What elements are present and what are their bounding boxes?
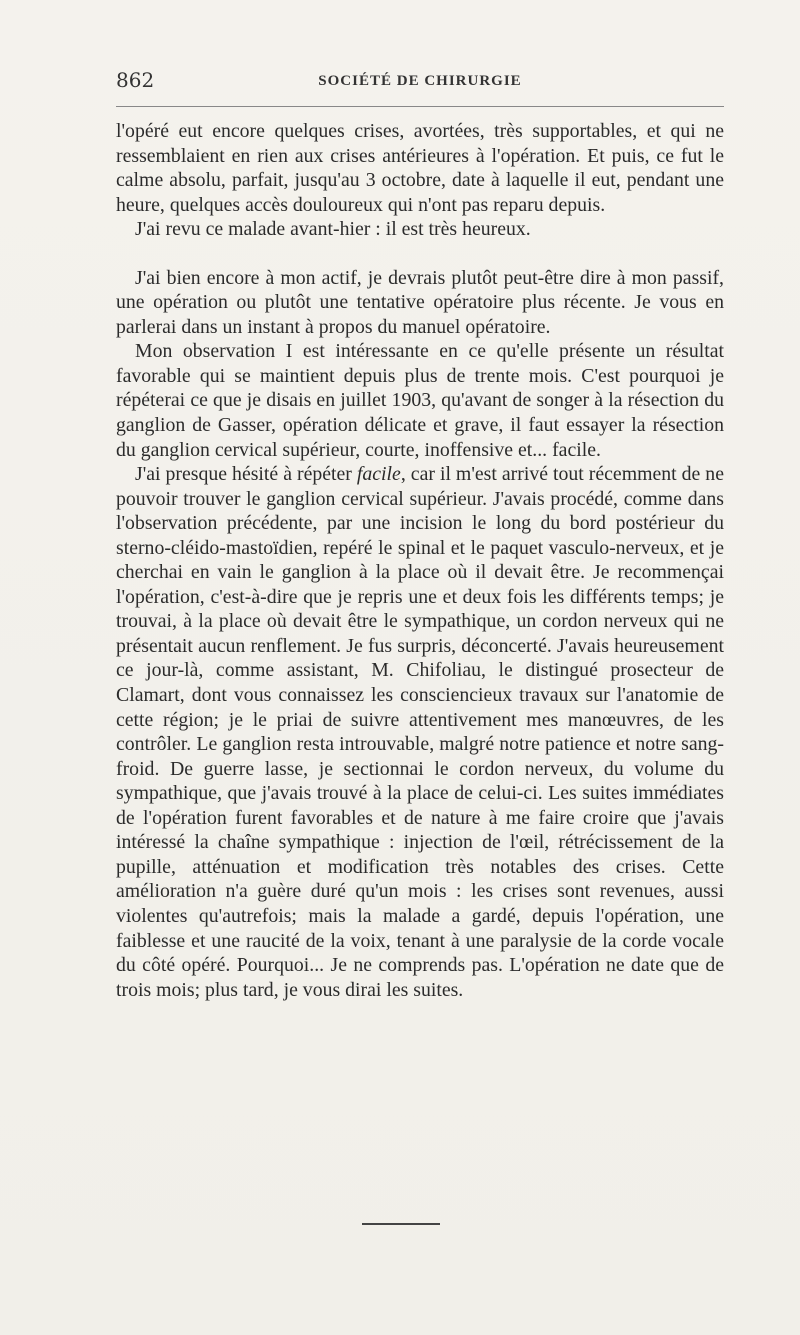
header-rule — [116, 106, 724, 107]
page-number: 862 — [116, 68, 155, 92]
paragraph-failed-operation-start: J'ai presque hésité à répéter — [135, 463, 357, 486]
paragraph-recent-operation: J'ai bien encore à mon actif, je devrais plutôt peut-être dire à mon passif, une opération ou plutôt une tentative opératoire plus récente. Je vous en parlerai dans un instant à propos du manuel opératoire. — [116, 266, 724, 338]
body-text — [116, 119, 724, 1002]
paragraph-failed-operation-rest: , car il m'est arrivé tout récemment de ne pouvoir trouver le ganglion cervical supérieur. J'avais procédé, comme dans l'observation précédente, par une incision le long du bord postérieur du sterno-cléido-mastoïdien, repéré le spinal et le paquet vasculo-nerveux, et je cherchai en vain le ganglion à la place où il devait être. Je recommençai l'opération, c'est-à-dire que je repris une et deux fois les différents temps; je trouvai, à la place où devait être le sympathique, un cordon nerveux qui ne présentait aucun renflement. Je fus surpris, déconcerté. J'avais heureusement ce jour-là, comme assistant, M. Chifoliau, le distingué prosecteur de Clamart, dont vous connaissez les consciencieux travaux sur l'anatomie de cette région; je le priai de suivre attentivement mes manœuvres, de les contrôler. Le ganglion resta introuvable, malgré notre patience et notre sang-froid. De guerre lasse, je sectionnai le cordon nerveux, du volume du sympathique, que j'avais trouvé à la place de celui-ci. Les suites immédiates de l'opération furent favorables et de nature à me faire croire que j'avais intéressé la chaîne sympathique : injection de l'œil, rétrécissement de la pupille, atténuation et modification très notables des crises. Cette amélioration n'a guère duré qu'un mois : les crises sont revenues, aussi violentes qu'autrefois; mais la malade a gardé, depuis l'opération, une faiblesse et une raucité de la voix, tenant à une paralysie de la corde vocale du côté opéré. Pourquoi... Je ne comprends pas. L'opération ne date que de trois mois; plus tard, je vous dirai les suites. — [116, 463, 724, 1001]
page-header — [116, 68, 724, 96]
paragraph-failed-operation — [116, 462, 724, 1002]
paragraph-observation-one: Mon observation I est intéressante en ce qu'elle présente un résultat favorable qui se maintient depuis plus de trente mois. C'est pourquoi je répéterai ce que je disais en juillet 1903, qu'avant de songer à la résection du ganglion de Gasser, opération délicate et grave, il faut essayer la résection du ganglion cervical supérieur, courte, inoffensive et... facile. — [116, 340, 724, 461]
paragraph-continuation: l'opéré eut encore quelques crises, avortées, très supportables, et qui ne ressemblaient en rien aux crises antérieures à l'opération. Et puis, ce fut le calme absolu, parfait, jusqu'au 3 octobre, date à laquelle il eut, pendant une heure, quelques accès douloureux qui n'ont pas reparu depuis. — [116, 120, 724, 216]
running-head: SOCIÉTÉ DE CHIRURGIE — [318, 73, 522, 89]
italic-word-facile: facile — [356, 463, 401, 486]
section-end-rule — [362, 1223, 440, 1225]
paragraph-patient-followup: J'ai revu ce malade avant-hier : il est très heureux. — [135, 218, 531, 241]
